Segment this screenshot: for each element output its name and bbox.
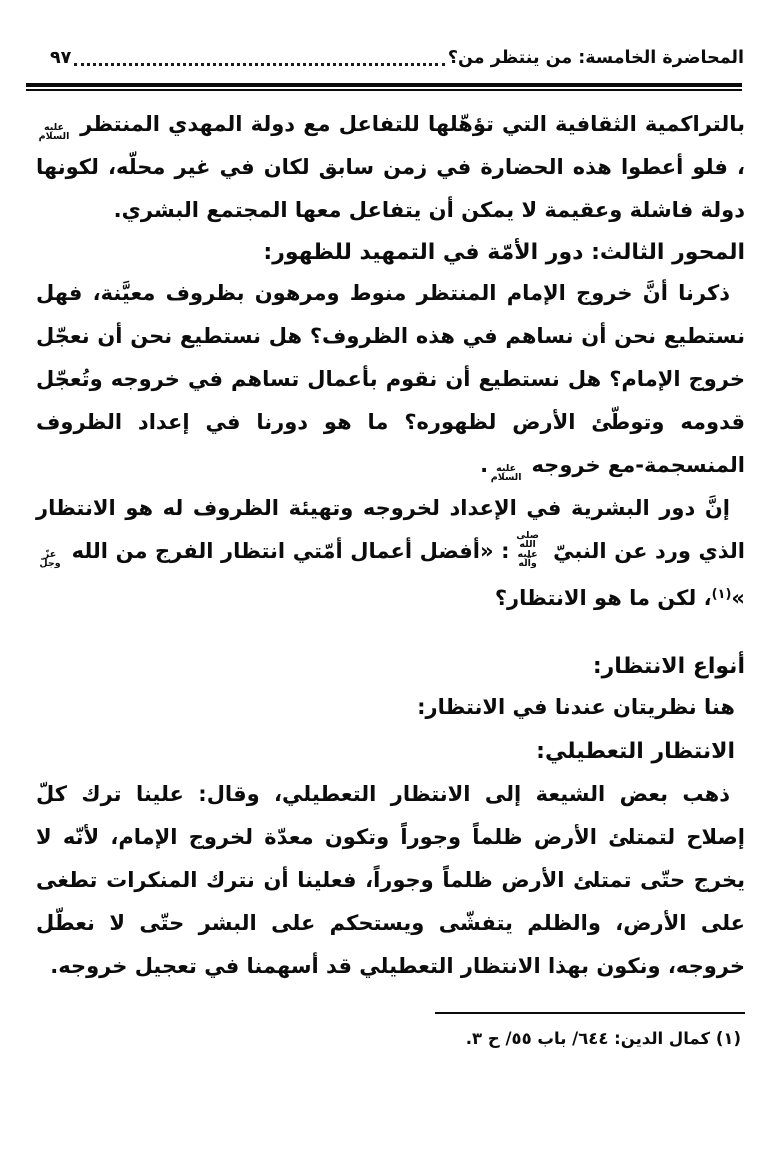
lead-line-two-theories: هنا نظريتان عندنا في الانتظار: (417, 695, 735, 719)
footnote-separator-rule (435, 1012, 745, 1014)
paragraph-disabling-intizar: ذهب بعض الشيعة إلى الانتظار التعطيلي، وقال: علينا ترك كلّ إصلاح لتمتلئ الأرض ظلماً وجوراً وتكون معدّة لخروج الإمام، لأنّه لا يخرج حتّى تمتلئ الأرض ظلماً وجوراً، فعلينا أن نترك المنكرات تطغى على الأرض، والظلم يتفشّى ويستحكم على البشر حتّى لا نعطّل خروجه، ونكون بهذا الانتظار التعطيلي قد أسهمنا في تعجيل خروجه. (36, 782, 745, 978)
footnote-reference-marker: (١) (711, 587, 732, 602)
header-rule (26, 83, 742, 91)
paragraph-continuation (36, 103, 745, 232)
azza-wa-jall-honorific-icon: عزّ وجلّ (39, 548, 61, 569)
paragraph-continuation-text-a: بالتراكمية الثقافية التي تؤهّلها للتفاعل مع دولة المهدي المنتظر (72, 112, 745, 136)
running-head (50, 46, 744, 70)
paragraph-hadith-text-d: ، لكن ما هو الانتظار؟ (494, 586, 712, 610)
paragraph-hadith-text-c: » (731, 586, 745, 610)
page-body (36, 103, 745, 988)
paragraph-role-text-b: . (480, 453, 489, 477)
subheading-disabling-intizar: الانتظار التعطيلي: (536, 739, 735, 764)
header-rule-thin (26, 89, 742, 91)
footnote-text: (١) كمال الدين: ٦٤٤/ باب ٥٥/ ح ٣. (465, 1029, 741, 1048)
paragraph-role-of-ummah (36, 272, 745, 487)
paragraph-hadith-text-b: : «أفضل أعمال أمّتي انتظار الفرج من الله (64, 539, 510, 563)
salla-allahu-alayhi-honorific-icon: صلى الله عليه وآله (516, 529, 539, 569)
dot-leader (74, 63, 445, 66)
section-heading-third-axis: المحور الثالث: دور الأمّة في التمهيد للظهور: (263, 240, 745, 265)
paragraph-role-text-a: ذكرنا أنَّ خروج الإمام المنتظر منوط ومرهون بظروف معيَّنة، فهل نستطيع نحن أن نساهم في هذه الظروف؟ هل نستطيع نحن أن نعجّل خروج الإمام؟ هل نستطيع أن نقوم بأعمال تساهم في خروجه وتُعجّل قدومه وتوطّئ الأرض لظهوره؟ ما هو دورنا في إعداد الظروف المنسجمة-مع خروجه (36, 281, 745, 477)
paragraph-hadith-text-a: إنَّ دور البشرية في الإعداد لخروجه وتهيئة الظروف له هو الانتظار الذي ورد عن النبيّ (36, 496, 746, 563)
paragraph-hadith-intizar (36, 487, 745, 620)
header-rule-thick (26, 83, 742, 87)
chapter-title: المحاضرة الخامسة: من ينتظر من؟ (447, 48, 744, 68)
footnote-area (36, 1012, 745, 1052)
section-heading-types-of-intizar: أنواع الانتظار: (592, 654, 745, 679)
paragraph-continuation-text-b: ، فلو أعطوا هذه الحضارة في زمن سابق لكان في غير محلّه، لكونها دولة فاشلة وعقيمة لا يمكن أن يتفاعل معها المجتمع البشري. (36, 155, 745, 222)
page-number: ٩٧ (50, 48, 72, 68)
alayhis-salam-honorific-icon: عليه السلام (490, 462, 522, 483)
alayhis-salam-honorific-icon: عليه السلام (38, 121, 70, 142)
